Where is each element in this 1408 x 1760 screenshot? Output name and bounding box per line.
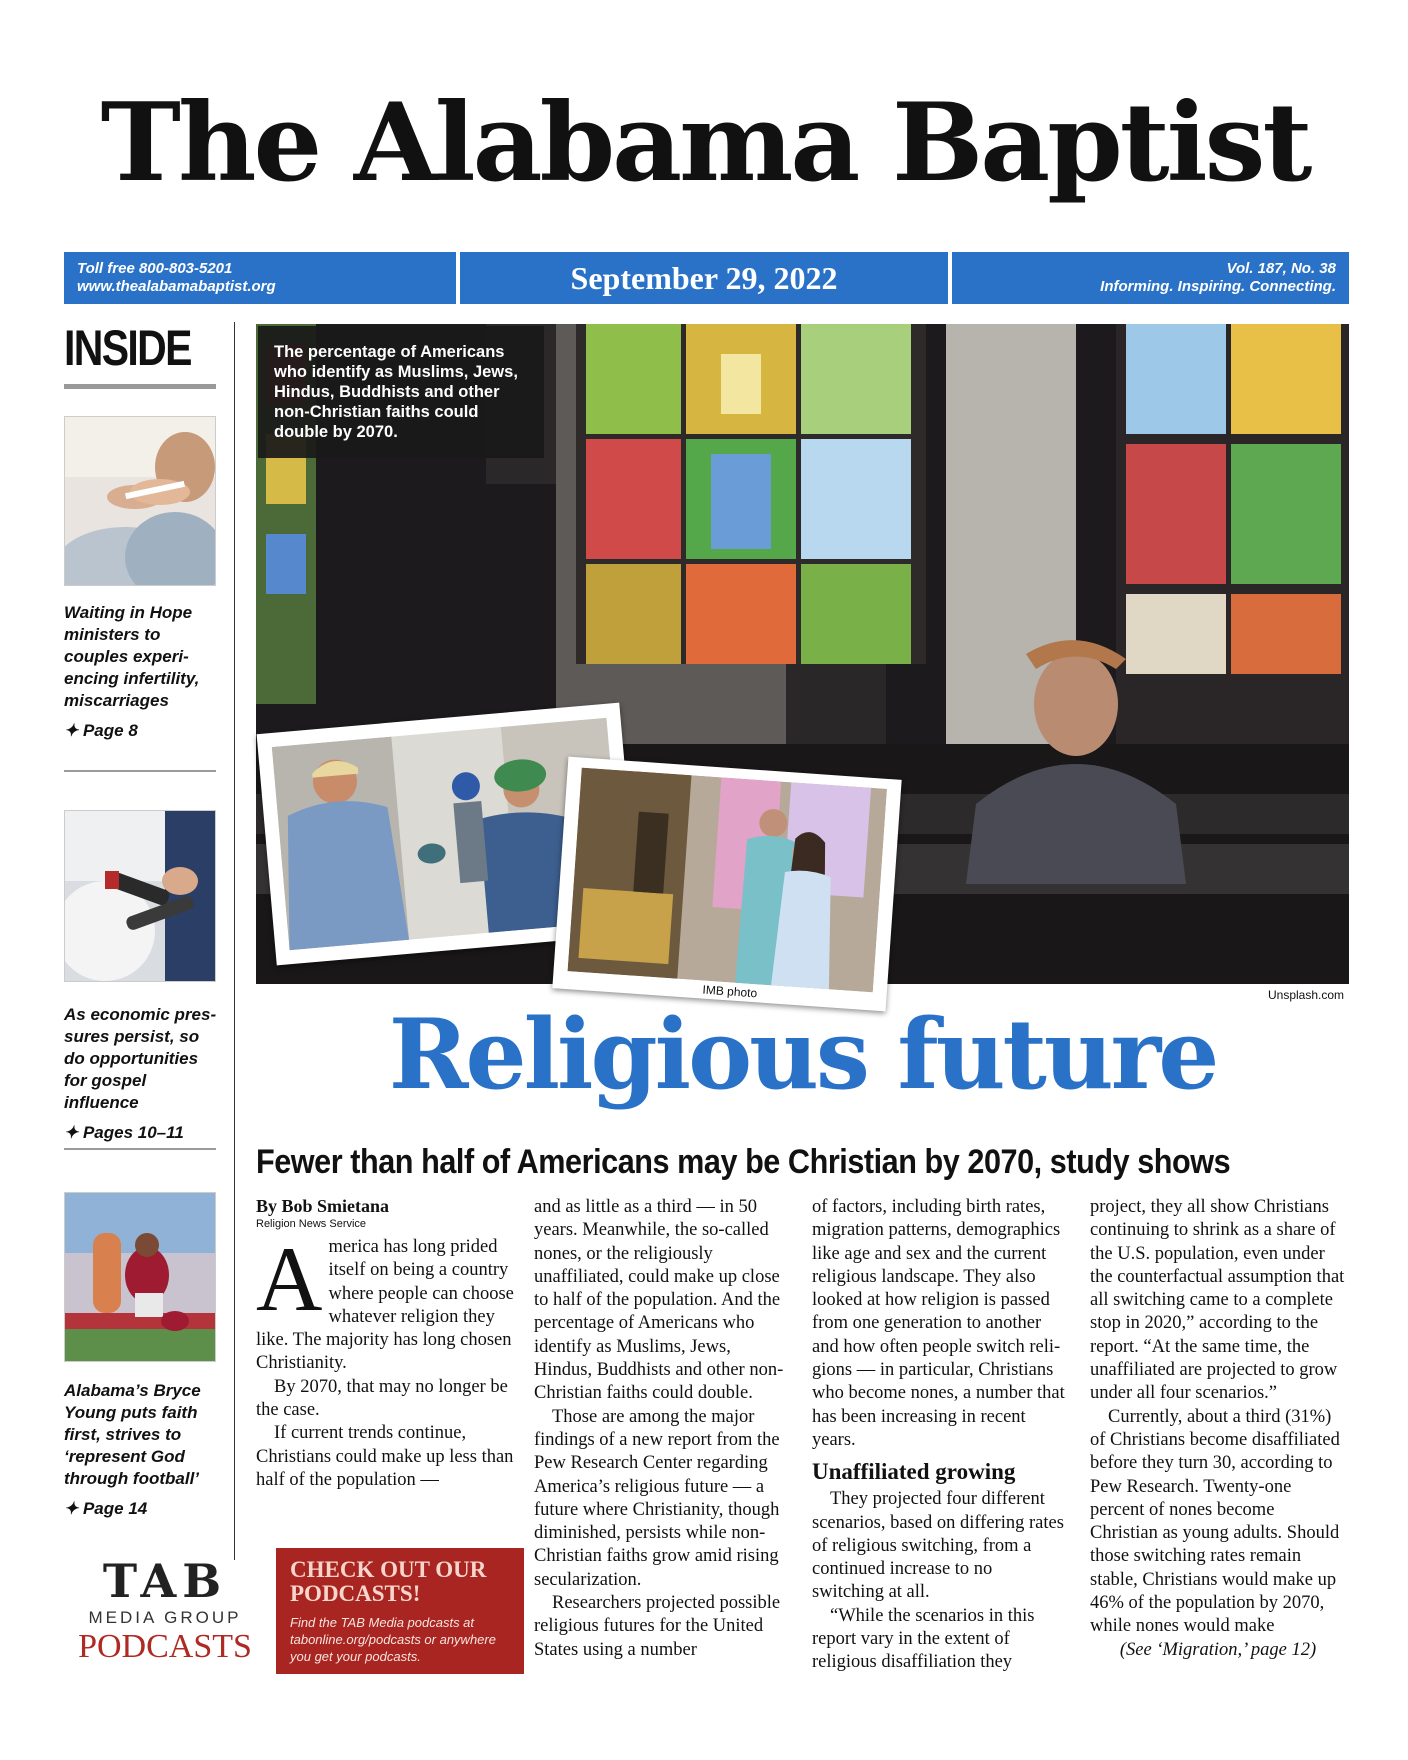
article-headline: Religious future xyxy=(388,998,1217,1111)
phone-number: Toll free 800-803-5201 xyxy=(77,260,233,277)
podcasts-label: PODCASTS xyxy=(78,1628,252,1665)
article-paragraph: They projected four different scenarios, based on differing rates of religious switching, from a continued increase to no switching at all. xyxy=(812,1489,1064,1603)
inside-rule xyxy=(64,384,216,389)
column-divider xyxy=(234,322,235,1560)
hero-credit: Unsplash.com xyxy=(1268,988,1345,1002)
inset-credit: IMB photo xyxy=(702,982,758,1001)
article-deck: Fewer than half of Americans may be Christian by 2070, study shows xyxy=(256,1143,1231,1181)
podcast-cta: CHECK OUT OUR PODCASTS! xyxy=(290,1557,487,1606)
volume-number: Vol. 187, No. 38 xyxy=(1226,260,1336,277)
drop-cap: A xyxy=(256,1228,323,1330)
article-subhead: Unaffiliated growing xyxy=(812,1459,1016,1485)
media-group-label: MEDIA GROUP xyxy=(88,1608,242,1627)
article-column-3 xyxy=(812,1196,1068,1675)
teaser-separator xyxy=(64,770,216,772)
byline: By Bob Smietana xyxy=(256,1196,390,1216)
article-paragraph: and as little as a third — in 50 years. Meanwhile, the so-called nones, or the religiously unaffiliated, could make up close to half of the population. And the percentage of Americans who identify as Muslims, Jews, Hindus, Buddhists and other non-Christian faiths could double. xyxy=(534,1197,784,1404)
website-link[interactable]: www.thealabamabaptist.org xyxy=(77,278,276,295)
header-volume xyxy=(952,252,1349,304)
article-paragraph: “While the scenarios in this report vary in the extent of religious disaffiliation they xyxy=(812,1605,1035,1673)
teaser-thumbnail-hands[interactable] xyxy=(64,416,216,586)
tab-logo: TAB xyxy=(102,1554,228,1608)
article-paragraph: Currently, about a third (31%) of Christians become disaffiliated before they turn 30, according to Pew Research. Twenty-one percent of nones become Christian as young adults. Should those switching rates remain stable, Christians would make up 46% of the population by 2070, while nones would make xyxy=(1090,1406,1340,1637)
byline-source: Religion News Service xyxy=(256,1218,367,1230)
teaser-page: ✦ Page 8 xyxy=(64,721,138,740)
teaser-page: ✦ Pages 10–11 xyxy=(64,1123,184,1142)
article-column-1 xyxy=(256,1196,514,1492)
jump-line[interactable]: (See ‘Migration,’ page 12) xyxy=(1119,1639,1317,1660)
teaser-thumbnail-football[interactable] xyxy=(64,1192,216,1362)
inset-photo-temple xyxy=(552,757,901,1012)
teaser-infertility[interactable] xyxy=(64,602,224,742)
article-paragraph: Researchers projected possible religious futures for the United States using a number xyxy=(534,1593,781,1660)
teaser-bryce-young[interactable] xyxy=(64,1380,224,1520)
teaser-text: Alabama’s Bryce Young puts faith first, strives to ‘represent God through football’ xyxy=(64,1381,201,1488)
teaser-page: ✦ Page 14 xyxy=(64,1499,148,1518)
podcast-ad-text: Find the TAB Media podcasts at tabonline.org/podcasts or anywhere you get your podcasts. xyxy=(290,1615,496,1664)
article-paragraph: Those are among the major findings of a new report from the Pew Research Center regarding America’s religious future — a future where Christianity, though diminished, persists while non-Christian faiths grow amid rising secularization. xyxy=(534,1406,780,1590)
issue-date: September 29, 2022 xyxy=(460,252,948,304)
article-paragraph: America has long prided itself on being a country where people can choose whatever religion they like. The majority has long chosen Christianity. xyxy=(256,1228,514,1374)
teaser-separator xyxy=(64,1148,216,1150)
masthead-title: The Alabama Baptist xyxy=(100,80,1310,206)
podcast-ad[interactable] xyxy=(64,1548,524,1674)
article-paragraph: By 2070, that may no longer be the case. xyxy=(256,1376,508,1421)
teaser-text: As economic pressures persist, so do opportunities for gospel influence xyxy=(64,1005,217,1112)
podcast-cta-box[interactable] xyxy=(276,1548,524,1674)
hero-caption: The percentage of Americans who identify as Muslims, Jews, Hindus, Buddhists and other non-Christian faiths could double by 2070. xyxy=(258,326,544,458)
article-column-4 xyxy=(1090,1196,1346,1662)
article-paragraph: If current trends continue, Christians could make up less than half of the population — xyxy=(256,1423,514,1490)
article-column-2 xyxy=(534,1196,790,1662)
article-paragraph: of factors, including birth rates, migration patterns, demographics like age and sex and the current religious landscape. They also looked at how religion is passed from one generation to another and how often people switch religions — in particular, Christians who become nones, a number that has been increasing in recent years. xyxy=(812,1197,1065,1450)
tab-media-logo xyxy=(64,1548,266,1674)
article-paragraph: project, they all show Christians continuing to shrink as a share of the U.S. population, even under the counterfactual assumption that all switching came to a complete stop in 2020,” according to the report. “At the same time, the unaffiliated are projected to grow under all four scenarios.” xyxy=(1090,1197,1345,1404)
teaser-economy[interactable] xyxy=(64,1004,224,1144)
teaser-thumbnail-gas-pump[interactable] xyxy=(64,810,216,982)
inside-heading: INSIDE xyxy=(64,320,191,376)
teaser-text: Waiting in Hope ministers to couples experiencing infertility, miscarriages xyxy=(64,603,200,710)
header-contact xyxy=(64,252,456,304)
tagline: Informing. Inspiring. Connecting. xyxy=(1100,278,1336,295)
